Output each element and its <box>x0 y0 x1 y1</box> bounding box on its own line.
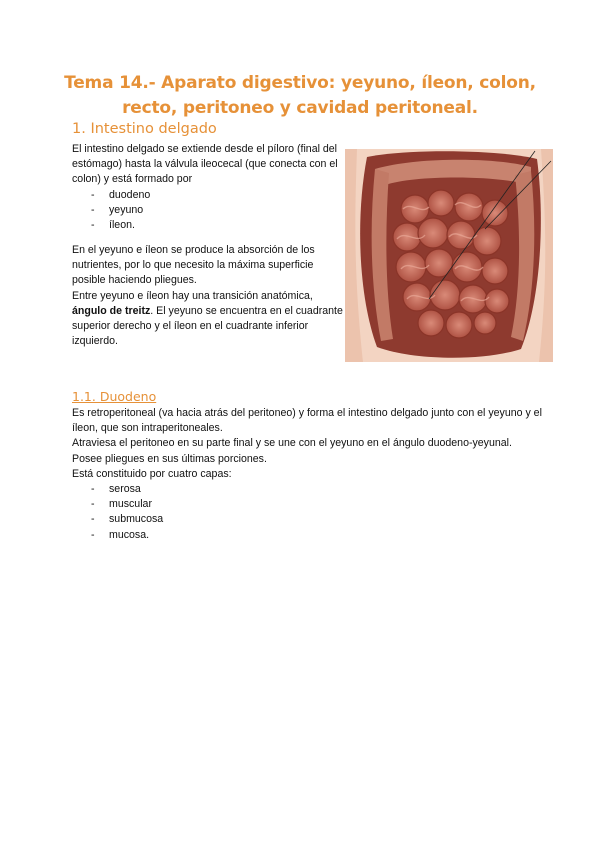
list-item: - muscular <box>72 497 542 512</box>
list-item: - yeyuno <box>72 203 342 218</box>
layers-list <box>72 482 542 543</box>
section1-intro: El intestino delgado se extiende desde el píloro (final del estómago) hasta la válvula ileocecal (que conecta con el colon) y está formado por <box>72 143 338 186</box>
parts-list <box>72 188 342 234</box>
section1-body-block <box>72 243 344 349</box>
list-item: - íleon. <box>72 218 342 233</box>
duodeno-line-2: Atraviesa el peritoneo en su parte final y se une con el yeyuno en el ángulo duodeno-yeyunal. <box>72 437 512 450</box>
treitz-paragraph <box>72 289 344 350</box>
duodeno-line-3: Posee pliegues en sus últimas porciones. <box>72 452 267 465</box>
treitz-bold: ángulo de treitz <box>72 304 151 317</box>
absorption-paragraph: En el yeyuno e íleon se produce la absorción de los nutrientes, por lo que necesito la máxima superficie posible haciendo pliegues. <box>72 244 315 287</box>
section-heading-intestino-delgado: 1. Intestino delgado <box>72 121 217 137</box>
page-title: Tema 14.- Aparato digestivo: yeyuno, íleon, colon, recto, peritoneo y cavidad peritoneal. <box>64 73 536 118</box>
treitz-text-post: . El yeyuno se encuentra en el cuadrante superior derecho y el íleon en el cuadrante inferior izquierdo. <box>72 304 343 348</box>
intestine-illustration <box>345 149 553 362</box>
list-item: - duodeno <box>72 188 342 203</box>
treitz-text-pre: Entre yeyuno e íleon hay una transición anatómica, <box>72 289 313 302</box>
duodeno-line-4: Está constituido por cuatro capas: <box>72 467 232 480</box>
list-item: - serosa <box>72 482 542 497</box>
list-item: - mucosa. <box>72 528 542 543</box>
duodeno-line-1: Es retroperitoneal (va hacia atrás del peritoneo) y forma el intestino delgado junto con el yeyuno y el íleon, que son intraperitoneales. <box>72 407 542 435</box>
section-heading-duodeno: 1.1. Duodeno <box>72 389 157 404</box>
list-item: - submucosa <box>72 512 542 527</box>
duodeno-block <box>72 406 542 543</box>
section1-intro-block <box>72 142 342 233</box>
